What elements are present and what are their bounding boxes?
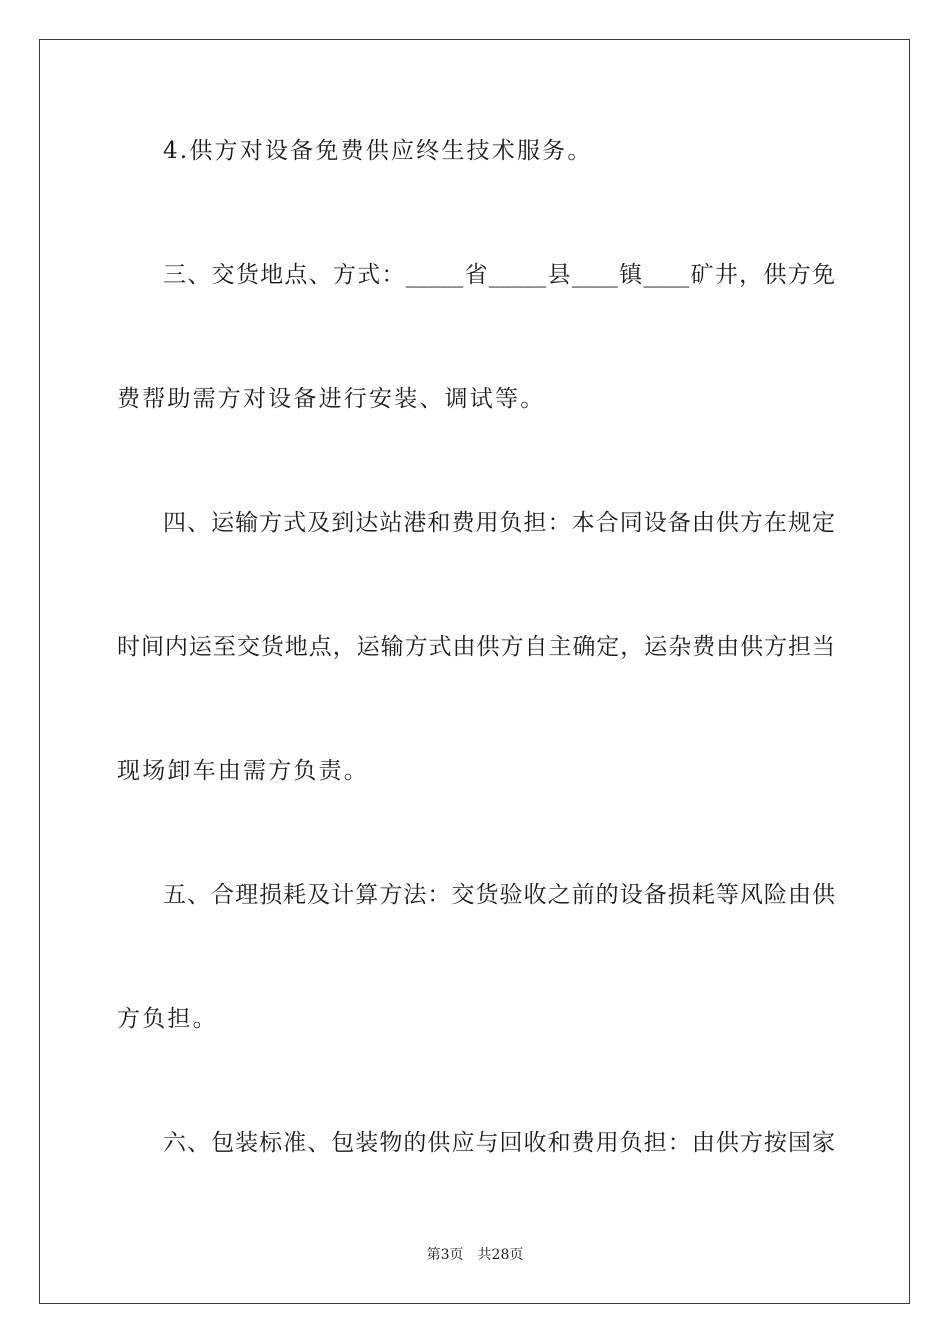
paragraph-line-4: 四、运输方式及到达站港和费用负担：本合同设备由供方在规定 (163, 510, 835, 536)
paragraph-line-8: 方负担。 (117, 1006, 218, 1032)
page-border (39, 39, 910, 1304)
paragraph-line-3: 费帮助需方对设备进行安装、调试等。 (117, 386, 546, 412)
page-number: 第3页 (426, 1247, 464, 1263)
page-total: 共28页 (477, 1247, 524, 1263)
paragraph-line-1: 4.供方对设备免费供应终生技术服务。 (163, 138, 593, 164)
paragraph-line-9: 六、包装标准、包装物的供应与回收和费用负担：由供方按国家 (163, 1130, 835, 1156)
paragraph-line-5: 时间内运至交货地点，运输方式由供方自主确定，运杂费由供方担当 (117, 634, 835, 660)
paragraph-line-6: 现场卸车由需方负责。 (117, 758, 369, 784)
paragraph-line-2: 三、交货地点、方式：_____省_____县____镇____矿井，供方免 (163, 262, 835, 288)
paragraph-line-7: 五、合理损耗及计算方法：交货验收之前的设备损耗等风险由供 (163, 882, 835, 908)
page-footer (0, 1246, 950, 1264)
